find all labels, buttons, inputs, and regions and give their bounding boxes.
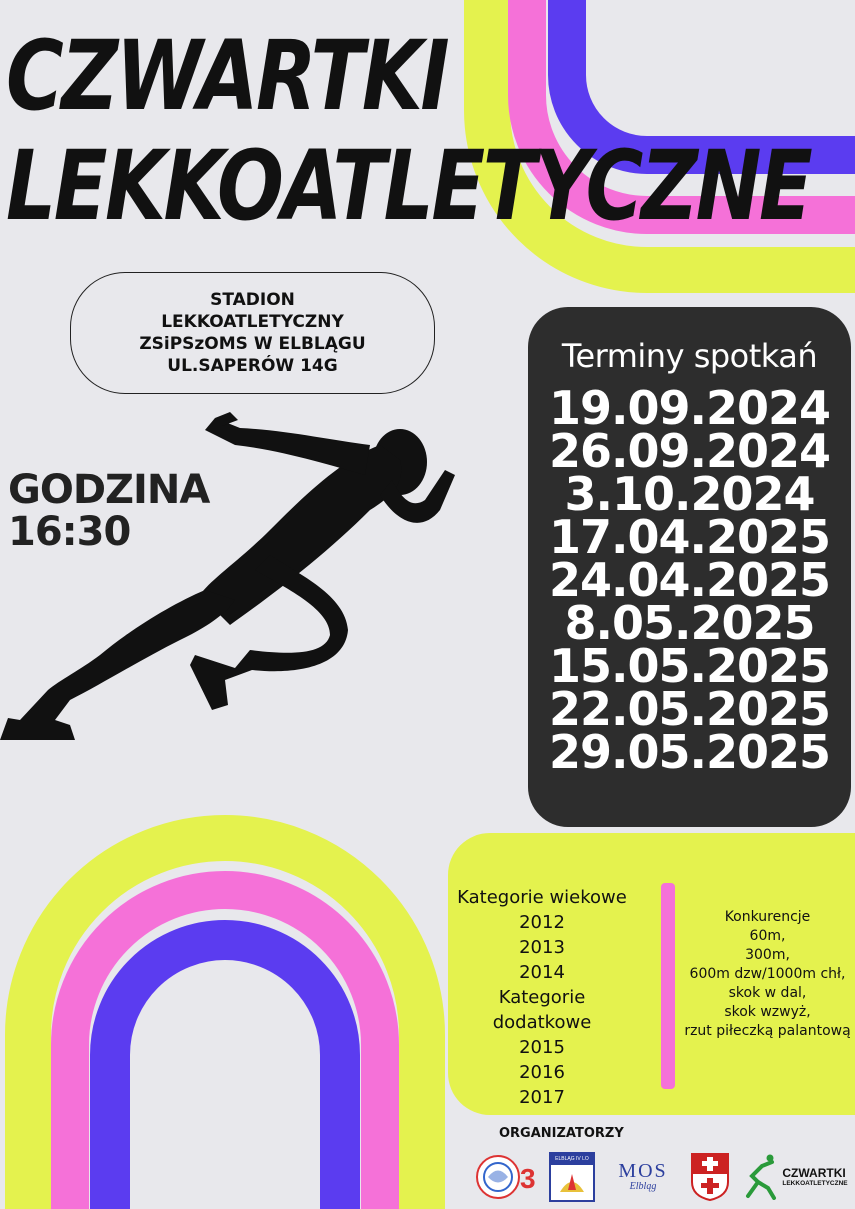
age-categories [448,885,636,1110]
mos-logo-text: MOS [618,1160,668,1182]
czwartki-runner-icon [744,1154,780,1200]
age-categories-heading: Kategorie wiekowe [457,887,627,908]
venue-line-1: STADION [210,290,295,310]
czwartki-logo-line-1: CZWARTKI [782,1165,846,1180]
mos-logo-sub: Elbląg [629,1181,657,1192]
extra-year: 2017 [519,1087,565,1108]
events-heading: Konkurencje [724,909,811,925]
schedule-date: 3.10.2024 [564,467,815,521]
school-4-logo-text: ELBLĄG IV LO [555,1156,589,1162]
categories-panel [448,833,855,1115]
schedule-date: 19.09.2024 [548,381,830,435]
schedule-date: 15.05.2025 [548,639,830,693]
event-item: 60m, [749,928,786,944]
age-year: 2014 [519,962,565,983]
schedule-date: 29.05.2025 [548,725,830,779]
event-item: rzut piłeczką palantową [684,1023,851,1039]
runner-silhouette-icon [0,400,470,745]
schedule-date: 22.05.2025 [548,682,830,736]
event-item: 600m dzw/1000m chł, [689,966,846,982]
schedule-dates [528,381,851,779]
venue-line-2: LEKKOATLETYCZNY [161,312,344,332]
venue-box [70,272,435,394]
time-value: 16:30 [8,509,131,555]
event-item: 300m, [745,947,790,963]
school-3-logo-icon [474,1152,540,1202]
elblag-coat-of-arms-icon [690,1152,730,1202]
mos-logo [612,1152,674,1202]
czwartki-logo [740,1152,852,1202]
schedule-date: 8.05.2025 [564,596,815,650]
age-year: 2013 [519,937,565,958]
events-list [680,908,855,1041]
venue-line-3: ZSiPSzOMS W ELBLĄGU [139,334,366,354]
age-year: 2012 [519,912,565,933]
venue-line-4: UL.SAPERÓW 14G [167,356,338,376]
title-line-2: LEKKOATLETYCZNE [6,130,811,242]
extra-year: 2016 [519,1062,565,1083]
czwartki-logo-line-2: LEKKOATLETYCZNE [782,1179,848,1187]
extra-year: 2015 [519,1037,565,1058]
divider-bar [661,883,675,1089]
schedule-date: 17.04.2025 [548,510,830,564]
extra-categories-heading: Kategorie dodatkowe [492,987,592,1033]
title-line-1: CZWARTKI [6,20,448,132]
svg-text:3: 3 [520,1163,536,1194]
schedule-heading: Terminy spotkań [561,337,818,375]
time-label: GODZINA [8,467,210,513]
schedule-date: 26.09.2024 [548,424,830,478]
event-item: skok wzwyż, [724,1004,811,1020]
schedule-panel [528,307,851,827]
organizers-heading: ORGANIZATORZY [499,1126,624,1141]
track-arches-bottom [0,800,460,1209]
schedule-date: 24.04.2025 [548,553,830,607]
event-item: skok w dal, [728,985,807,1001]
